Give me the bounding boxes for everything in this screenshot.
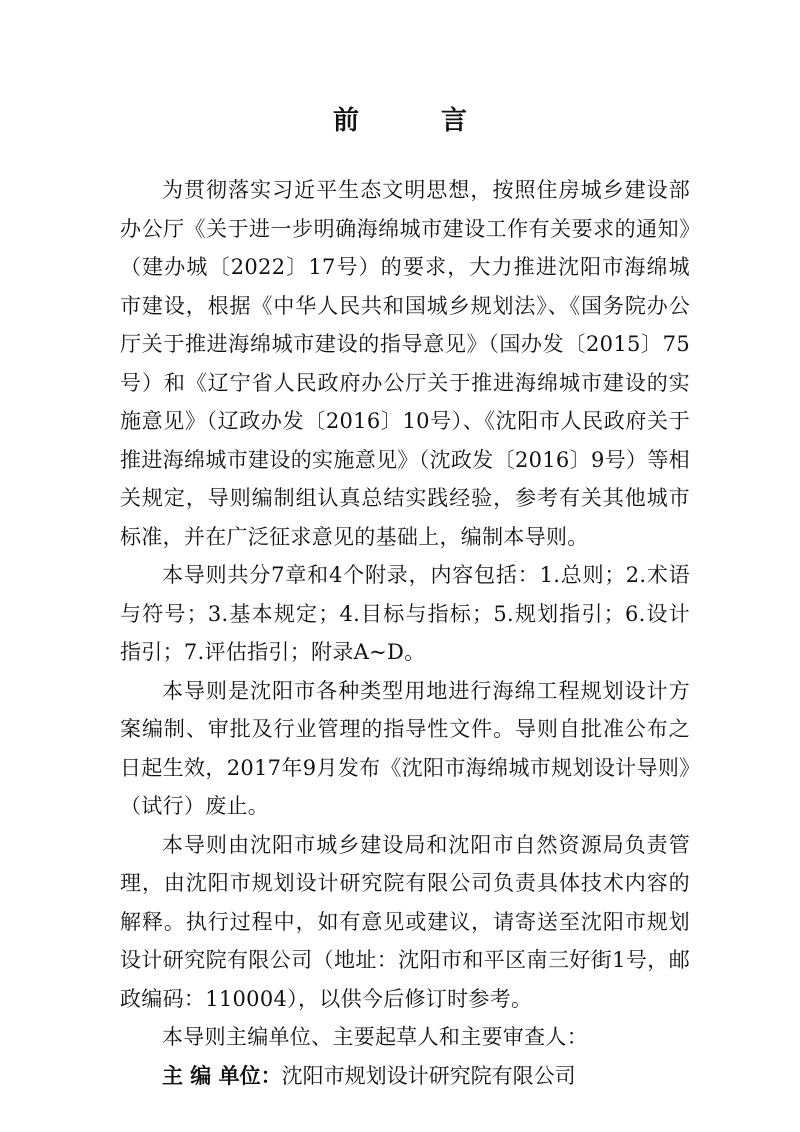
paragraph-contents: 本导则共分7章和4个附录，内容包括：1.总则；2.术语与符号；3.基本规定；4.目标与指标；5.规划指引；6.设计指引；7.评估指引；附录A~D。 (120, 563, 690, 664)
page-title: 前 言 (332, 106, 495, 136)
chief-editor-line (120, 1057, 690, 1096)
document-body (120, 171, 690, 1095)
chief-editor-label: 主 编 单位： (162, 1063, 282, 1088)
paragraph-purpose: 为贯彻落实习近平生态文明思想，按照住房城乡建设部办公厅《关于进一步明确海绵城市建设工作有关要求的通知》（建办城〔2022〕17号）的要求，大力推进沈阳市海绵城市建设，根据《中华人民共和国城乡规划法》、《国务院办公厅关于推进海绵城市建设的指导意见》（国办发〔2015〕75号）和《辽宁省人民政府办公厅关于推进海绵城市建设的实施意见》（辽政办发〔2016〕10号）、《沈阳市人民政府关于推进海绵城市建设的实施意见》（沈政发〔2016〕9号）等相关规定，导则编制组认真总结实践经验，参考有关其他城市标准，并在广泛征求意见的基础上，编制本导则。 (120, 178, 690, 549)
paragraph-authors-intro: 本导则主编单位、主要起草人和主要审查人： (162, 1025, 588, 1049)
chief-editor-value: 沈阳市规划设计研究院有限公司 (281, 1063, 576, 1088)
paragraph-scope: 本导则是沈阳市各种类型用地进行海绵工程规划设计方案编制、审批及行业管理的指导性文件。导则自批准公布之日起生效，2017年9月发布《沈阳市海绵城市规划设计导则》（试行）废止。 (120, 678, 690, 818)
paragraph-management: 本导则由沈阳市城乡建设局和沈阳市自然资源局负责管理，由沈阳市规划设计研究院有限公司负责具体技术内容的解释。执行过程中，如有意见或建议，请寄送至沈阳市规划设计研究院有限公司（地址：沈阳市和平区南三好街1号，邮政编码：110004），以供今后修订时参考。 (120, 832, 690, 1011)
